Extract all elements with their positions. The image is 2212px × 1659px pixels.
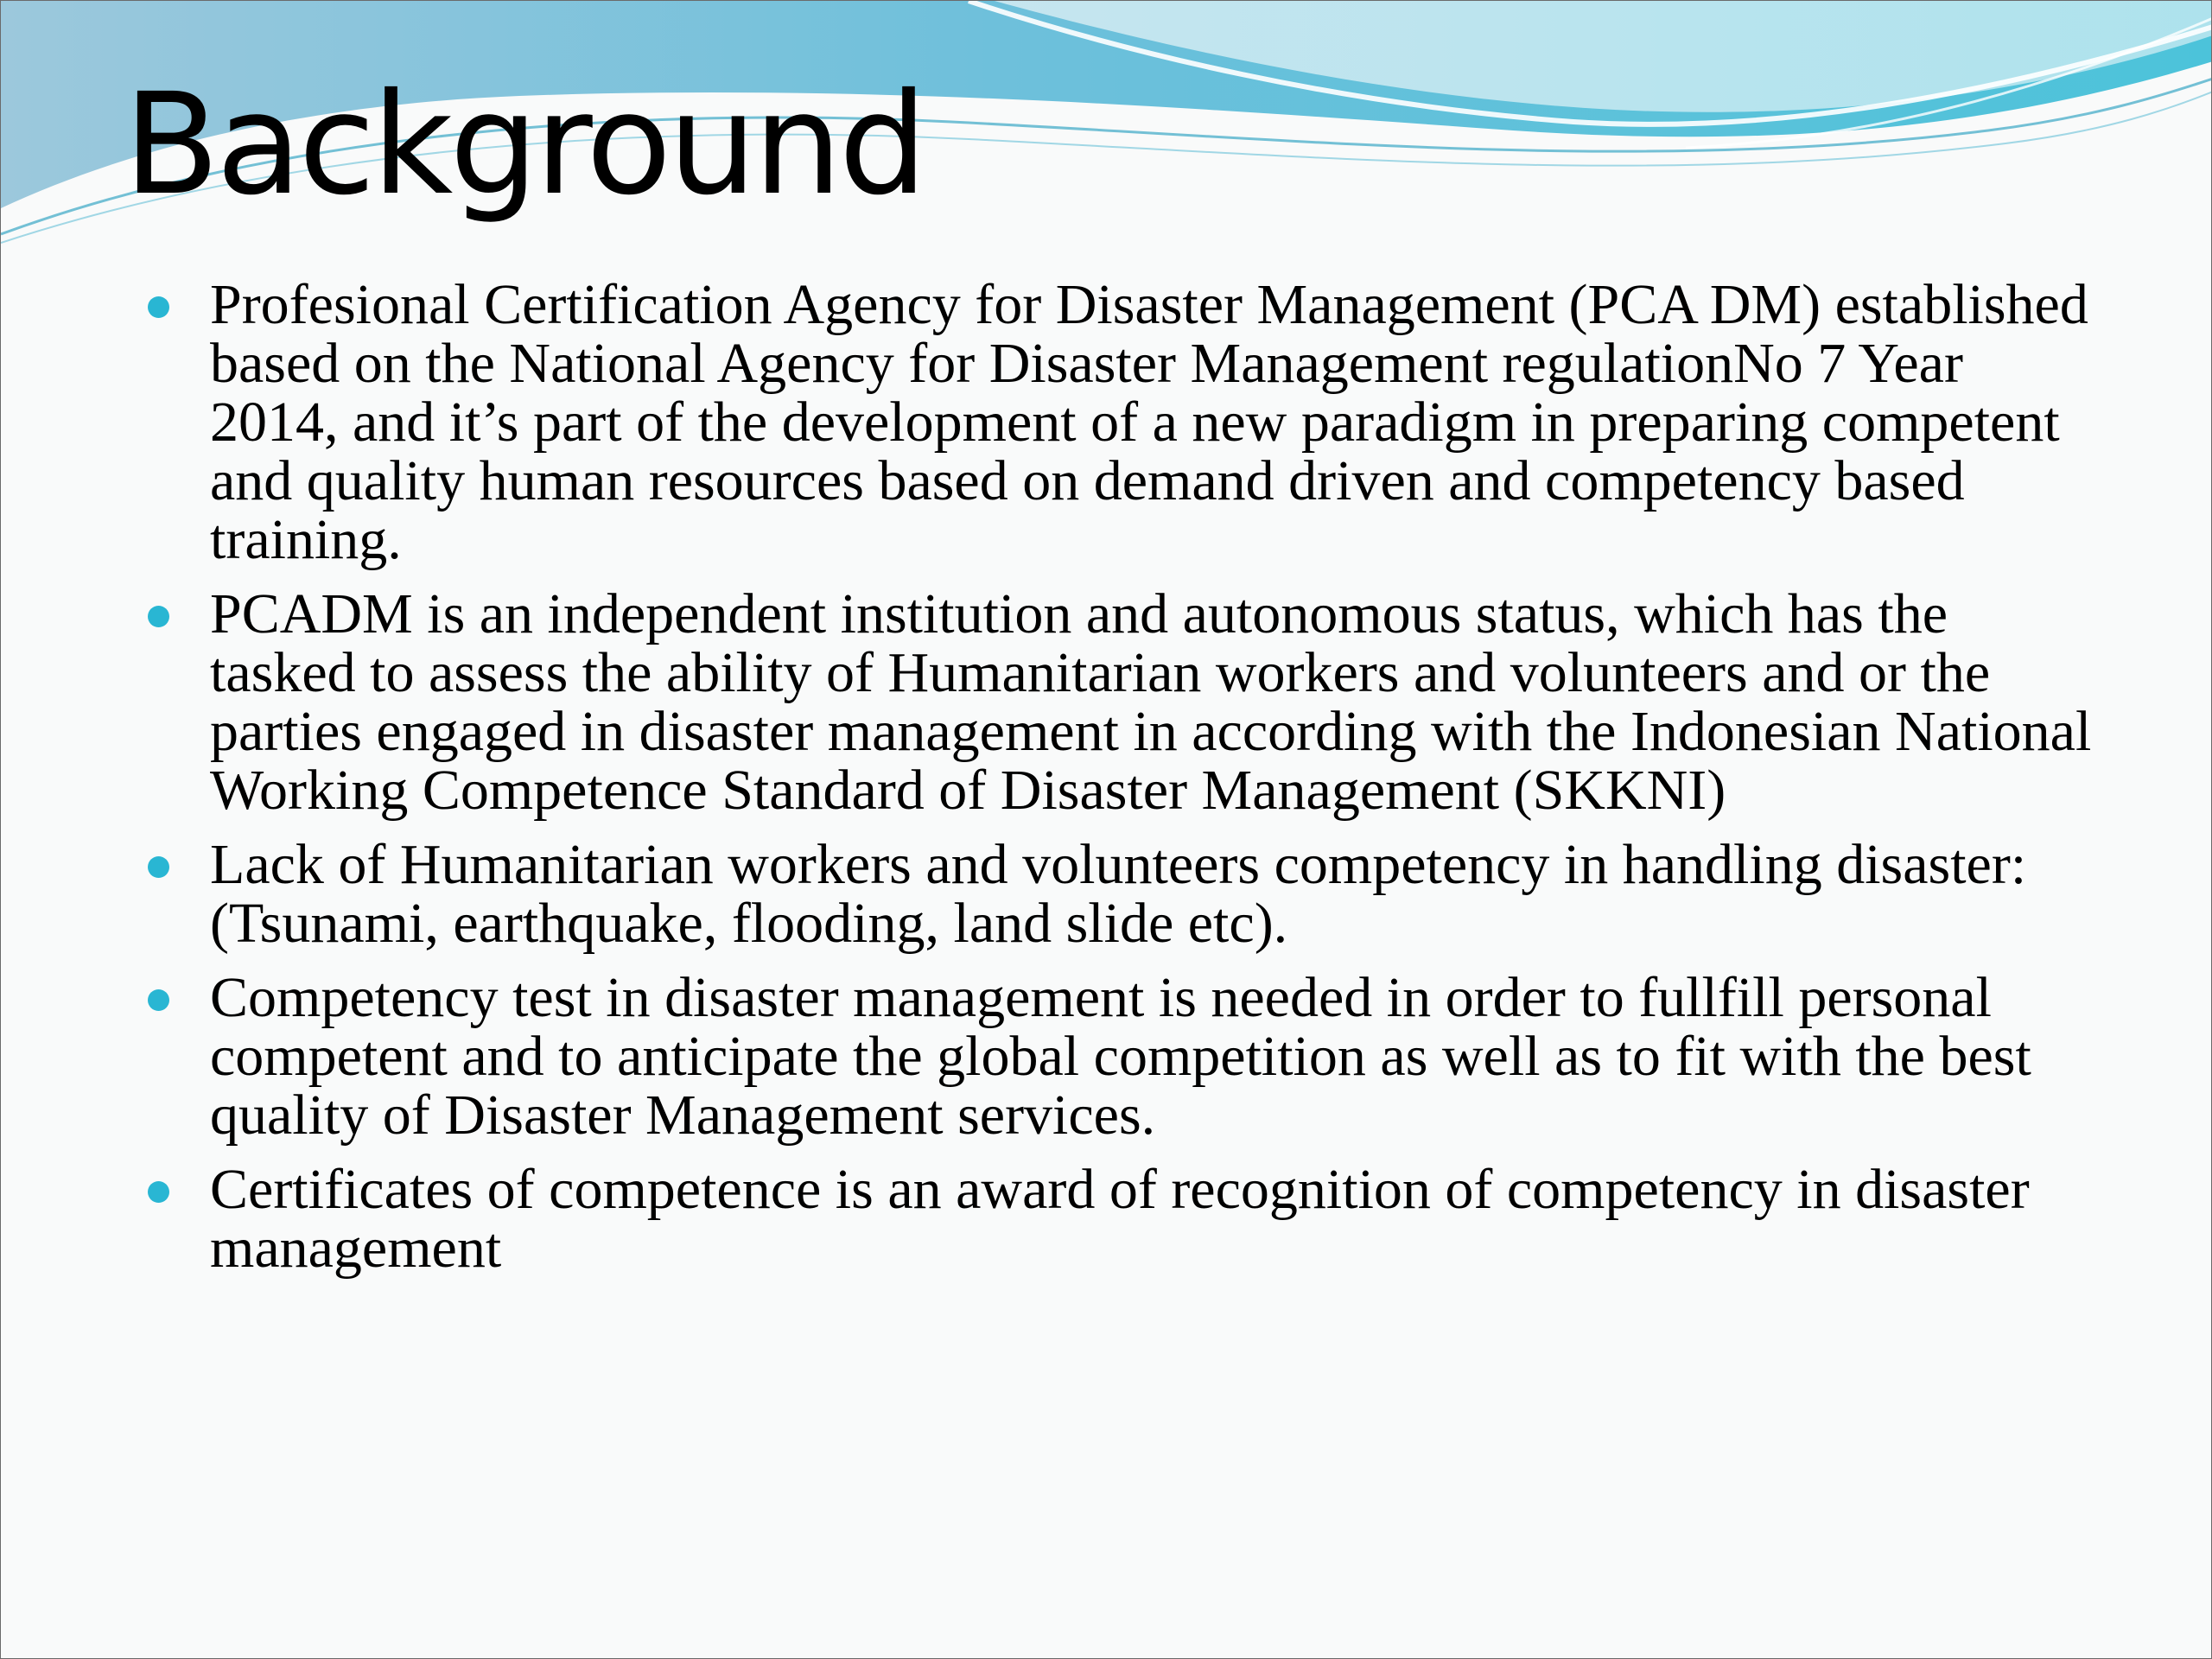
bullet-item (148, 273, 2092, 571)
bullet-text: Competency test in disaster management is needed in order to fullfill personal competent and to anticipate the global competition as well as to fit with the best quality of Disaster Management services. (210, 966, 2031, 1147)
bullet-dot-icon (148, 856, 169, 878)
bullet-list (148, 273, 2092, 1294)
bullet-dot-icon (148, 989, 169, 1011)
bullet-dot-icon (148, 296, 169, 318)
bullet-dot-icon (148, 606, 169, 627)
bullet-item (148, 1160, 2092, 1278)
bullet-text: Profesional Certification Agency for Disaster Management (PCA DM) established based on the National Agency for Disaster Management regulationNo 7 Year 2014, and it’s part of the development of a new paradigm in preparing competent and quality human resources based on demand driven and competency based training. (210, 273, 2088, 571)
slide-title: Background (124, 64, 925, 226)
bullet-text: Lack of Humanitarian workers and volunteers competency in handling disaster: (Tsunami, earthquake, flooding, land slide etc). (210, 833, 2027, 955)
bullet-text: Certificates of competence is an award of recognition of competency in disaster management (210, 1158, 2030, 1280)
bullet-dot-icon (148, 1181, 169, 1203)
bullet-item (148, 833, 2092, 955)
bullet-item (148, 966, 2092, 1147)
bullet-item (148, 582, 2092, 822)
bullet-text: PCADM is an independent institution and autonomous status, which has the tasked to assess the ability of Humanitarian workers and volunteers and or the parties engaged in disaster management in according with the Indonesian National Working Competence Standard of Disaster Management (SKKNI) (210, 582, 2092, 822)
